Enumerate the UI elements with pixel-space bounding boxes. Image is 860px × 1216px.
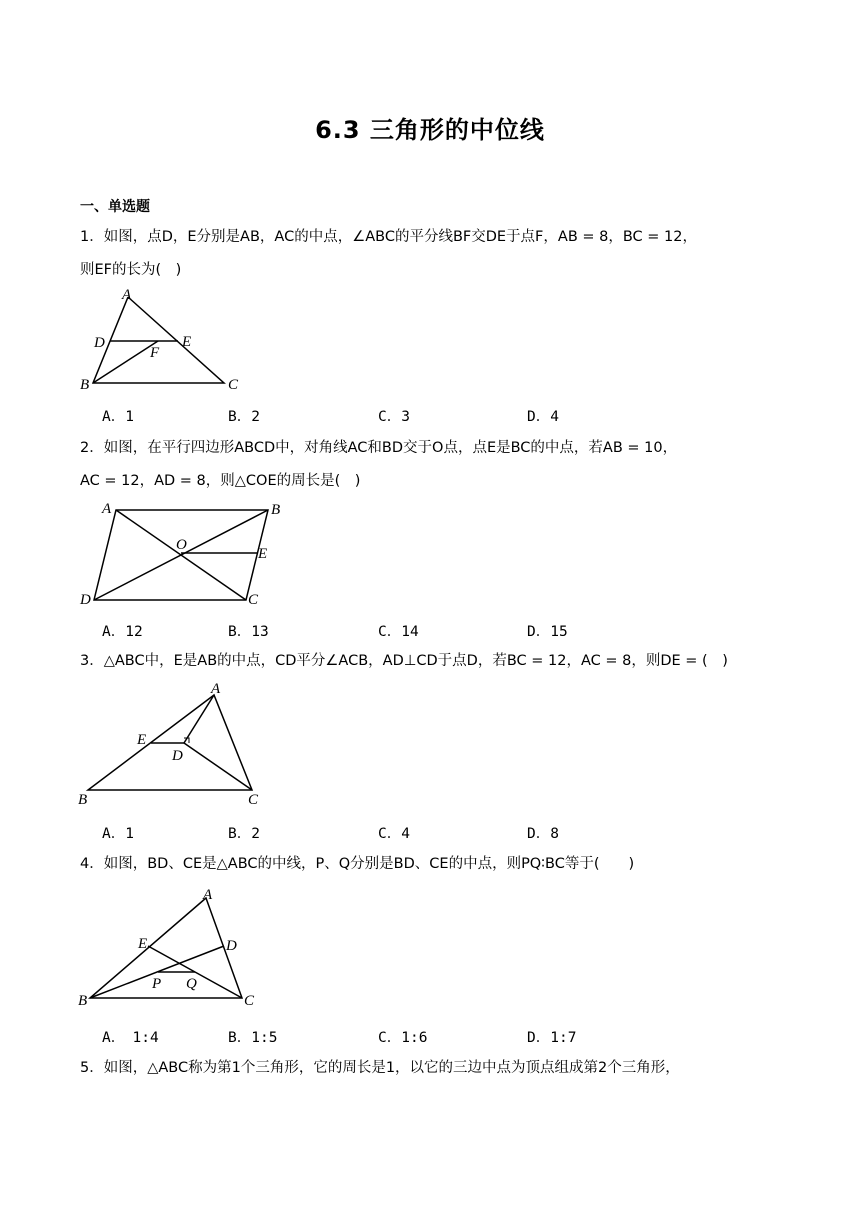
section-heading: 一、单选题 [80, 199, 150, 215]
option-b[interactable]: B．2 [228, 409, 260, 425]
question-4-figure [76, 884, 276, 1012]
page-title: 6.3 三角形的中位线 [315, 116, 545, 144]
option-c[interactable]: C．14 [378, 624, 419, 640]
label-Q: Q [186, 976, 197, 992]
label-P: P [152, 976, 162, 992]
question-2-line-2: AC = 12，AD = 8，则△COE的周长是( ) [80, 473, 361, 489]
option-c[interactable]: C．4 [378, 826, 410, 842]
label-D: D [172, 748, 183, 764]
question-2 [80, 432, 800, 498]
question-5 [80, 1052, 800, 1085]
label-A: A [122, 287, 132, 303]
label-D: D [226, 938, 237, 954]
label-B: B [78, 993, 88, 1009]
label-B: B [78, 792, 88, 808]
option-d[interactable]: D．8 [527, 826, 559, 842]
option-b[interactable]: B．2 [228, 826, 260, 842]
option-a[interactable]: A．1 [102, 826, 134, 842]
question-4-line-1: 4．如图，BD、CE是△ABC的中线，P、Q分别是BD、CE的中点，则PQ∶BC等于( ) [80, 856, 635, 872]
question-5-line-1: 5．如图，△ABC称为第1个三角形，它的周长是1，以它的三边中点为顶点组成第2个三角形， [80, 1060, 680, 1076]
option-d[interactable]: D．1:7 [527, 1030, 577, 1046]
label-C: C [244, 993, 255, 1009]
option-c[interactable]: C．1:6 [378, 1030, 428, 1046]
question-2-line-1: 2．如图，在平行四边形ABCD中，对角线AC和BD交于O点，点E是BC的中点，若AB = 10， [80, 440, 678, 456]
option-d[interactable]: D．4 [527, 409, 559, 425]
question-3 [80, 645, 800, 678]
option-b[interactable]: B．13 [228, 624, 269, 640]
label-A: A [203, 887, 213, 903]
question-3-line-1: 3．△ABC中，E是AB的中点，CD平分∠ACB，AD⊥CD于点D，若BC = 12，AC = 8，则DE = ( ) [80, 653, 728, 669]
option-a[interactable]: A． 1:4 [102, 1030, 159, 1046]
label-D: D [94, 335, 105, 351]
label-E: E [258, 546, 268, 562]
label-C: C [248, 592, 259, 608]
question-1 [80, 188, 800, 287]
label-E: E [182, 334, 192, 350]
option-a[interactable]: A．1 [102, 409, 134, 425]
option-b[interactable]: B．1:5 [228, 1030, 278, 1046]
option-a[interactable]: A．12 [102, 624, 143, 640]
question-3-figure [76, 680, 276, 808]
label-B: B [80, 377, 90, 393]
question-1-figure [80, 285, 260, 395]
label-E: E [137, 732, 147, 748]
question-2-figure [78, 498, 290, 610]
label-B: B [271, 502, 281, 518]
option-d[interactable]: D．15 [527, 624, 568, 640]
option-c[interactable]: C．3 [378, 409, 410, 425]
question-1-line-2: 则EF的长为( ) [80, 262, 182, 278]
label-D: D [80, 592, 91, 608]
label-E: E [138, 936, 148, 952]
label-O: O [176, 537, 187, 553]
label-A: A [102, 501, 112, 517]
question-4 [80, 848, 800, 881]
label-C: C [248, 792, 259, 808]
label-A: A [211, 681, 221, 697]
label-F: F [150, 345, 160, 361]
question-1-line-1: 1．如图，点D，E分别是AB，AC的中点，∠ABC的平分线BF交DE于点F，AB = 8，BC = 12， [80, 229, 697, 245]
label-C: C [228, 377, 239, 393]
